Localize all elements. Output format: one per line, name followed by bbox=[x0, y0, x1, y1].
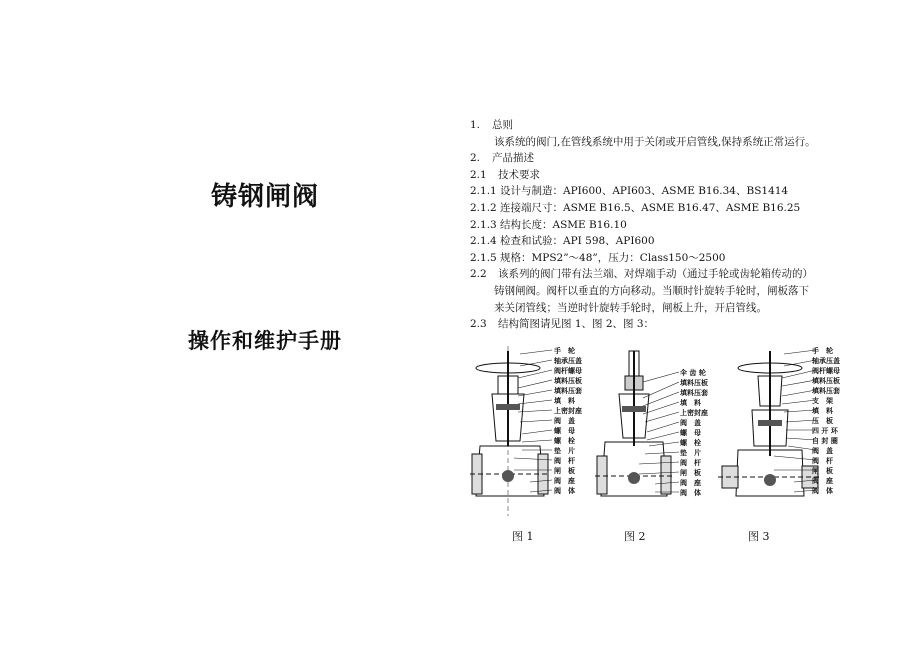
part-label: 轴承压盖 bbox=[812, 357, 840, 365]
structure-figures bbox=[470, 346, 850, 546]
cover-title: 铸钢闸阀 bbox=[210, 182, 319, 212]
part-label: 填料压板 bbox=[680, 379, 708, 387]
part-label: 阀 盖 bbox=[554, 417, 575, 425]
part-label: 上密封座 bbox=[680, 409, 708, 417]
section-1-heading bbox=[470, 117, 910, 134]
part-label: 螺 母 bbox=[554, 427, 575, 435]
manual-text bbox=[470, 117, 910, 333]
section-number: 2. bbox=[470, 152, 481, 165]
part-label: 阀 盖 bbox=[680, 419, 701, 427]
part-label: 阀 盖 bbox=[812, 447, 833, 455]
part-label: 手 轮 bbox=[554, 347, 575, 355]
part-label: 闸 板 bbox=[812, 467, 833, 475]
part-label: 螺 母 bbox=[680, 429, 701, 437]
part-label: 填料压套 bbox=[554, 387, 582, 395]
flange-right-shape bbox=[661, 456, 671, 494]
section-number: 2.2 bbox=[470, 268, 487, 281]
part-label: 填 料 bbox=[812, 407, 833, 415]
section-number: 1. bbox=[470, 119, 481, 131]
part-label: 伞 齿 轮 bbox=[680, 369, 706, 377]
section-1-body: 该系统的阀门,在管线系统中用于关闭或开启管线,保持系统正常运行。 bbox=[494, 135, 816, 148]
part-label: 填料压板 bbox=[554, 377, 582, 385]
part-label: 自 封 圈 bbox=[812, 437, 838, 445]
section-title: 技术要求 bbox=[498, 168, 540, 181]
part-label: 填料压套 bbox=[680, 389, 708, 397]
spec-text: 连接端尺寸：ASME B16.5、ASME B16.47、ASME B16.25 bbox=[500, 201, 801, 214]
part-label: 填料压套 bbox=[812, 387, 840, 395]
cover-subtitle: 操作和维护手册 bbox=[188, 329, 342, 353]
section-number: 2.1.2 bbox=[470, 201, 497, 214]
part-label: 手 轮 bbox=[812, 347, 833, 355]
section-number: 2.3 bbox=[470, 318, 487, 331]
part-label: 阀杆螺母 bbox=[554, 367, 582, 375]
flange-left-shape bbox=[597, 456, 607, 494]
body-shape bbox=[601, 442, 667, 496]
part-label: 阀杆螺母 bbox=[812, 367, 840, 375]
part-label: 阀 座 bbox=[680, 479, 701, 487]
section-number: 2.1.1 bbox=[470, 185, 497, 198]
section-title: 总则 bbox=[492, 119, 513, 131]
part-label: 阀 杆 bbox=[680, 459, 701, 467]
spec-text: 检查和试验：API 598、API600 bbox=[500, 235, 655, 248]
figure-1-caption: 图 1 bbox=[512, 530, 534, 543]
part-label: 阀 杆 bbox=[554, 457, 575, 465]
figure-2-labels bbox=[680, 368, 708, 498]
section-text: 结构简图请见图 1、图 2、图 3： bbox=[498, 318, 655, 331]
part-label: 四 开 环 bbox=[812, 427, 838, 435]
part-label: 螺 栓 bbox=[554, 437, 575, 445]
section-2-heading bbox=[470, 150, 910, 167]
part-label: 阀 体 bbox=[812, 487, 833, 495]
part-label: 上密封座 bbox=[554, 407, 582, 415]
section-2-1-heading bbox=[470, 167, 910, 184]
figure-1-labels bbox=[554, 346, 582, 496]
part-label: 阀 座 bbox=[812, 477, 833, 485]
part-label: 阀 杆 bbox=[812, 457, 833, 465]
part-label: 填 料 bbox=[554, 397, 575, 405]
part-label: 轴承压盖 bbox=[554, 357, 582, 365]
spec-end-dimensions bbox=[470, 200, 910, 217]
figure-3-caption: 图 3 bbox=[748, 530, 770, 543]
part-label: 压 板 bbox=[812, 417, 833, 425]
section-2-2-line-2: 铸钢闸阀。阀杆以垂直的方向移动。当顺时针旋转手轮时，闸板落下 bbox=[494, 284, 809, 297]
spec-length bbox=[470, 217, 910, 234]
section-title: 产品描述 bbox=[492, 152, 534, 165]
spec-design bbox=[470, 183, 910, 200]
part-label: 阀 体 bbox=[680, 489, 701, 497]
section-number: 2.1.5 bbox=[470, 251, 497, 264]
spec-size bbox=[470, 250, 910, 267]
section-2-2-line-3: 来关闭管线；当逆时针旋转手轮时，闸板上升，开启管线。 bbox=[494, 301, 767, 314]
part-label: 螺 栓 bbox=[680, 439, 701, 447]
part-label: 闸 板 bbox=[554, 467, 575, 475]
figure-3-labels bbox=[812, 346, 840, 496]
section-2-3 bbox=[470, 316, 910, 333]
body-shape bbox=[736, 450, 804, 496]
spec-text: 规格：MPS2”～48”，压力：Class150～2500 bbox=[500, 251, 726, 264]
spec-testing bbox=[470, 233, 910, 250]
section-number: 2.1.3 bbox=[470, 218, 497, 231]
section-number: 2.1.4 bbox=[470, 235, 497, 248]
part-label: 填 料 bbox=[680, 399, 701, 407]
section-text: 该系列的阀门带有法兰端、对焊端手动（通过手轮或齿轮箱传动的） bbox=[498, 268, 813, 281]
part-label: 阀 体 bbox=[554, 487, 575, 495]
section-number: 2.1 bbox=[470, 168, 487, 181]
figure-2-caption: 图 2 bbox=[624, 530, 646, 543]
part-label: 阀 座 bbox=[554, 477, 575, 485]
spec-text: 结构长度：ASME B16.10 bbox=[500, 218, 627, 231]
part-label: 支 架 bbox=[812, 397, 833, 405]
section-2-2-line-1 bbox=[470, 266, 910, 283]
part-label: 垫 片 bbox=[680, 449, 701, 457]
spec-text: 设计与制造：API600、API603、ASME B16.34、BS1414 bbox=[500, 185, 789, 198]
part-label: 闸 板 bbox=[680, 469, 701, 477]
part-label: 垫 片 bbox=[554, 447, 575, 455]
part-label: 填料压板 bbox=[812, 377, 840, 385]
